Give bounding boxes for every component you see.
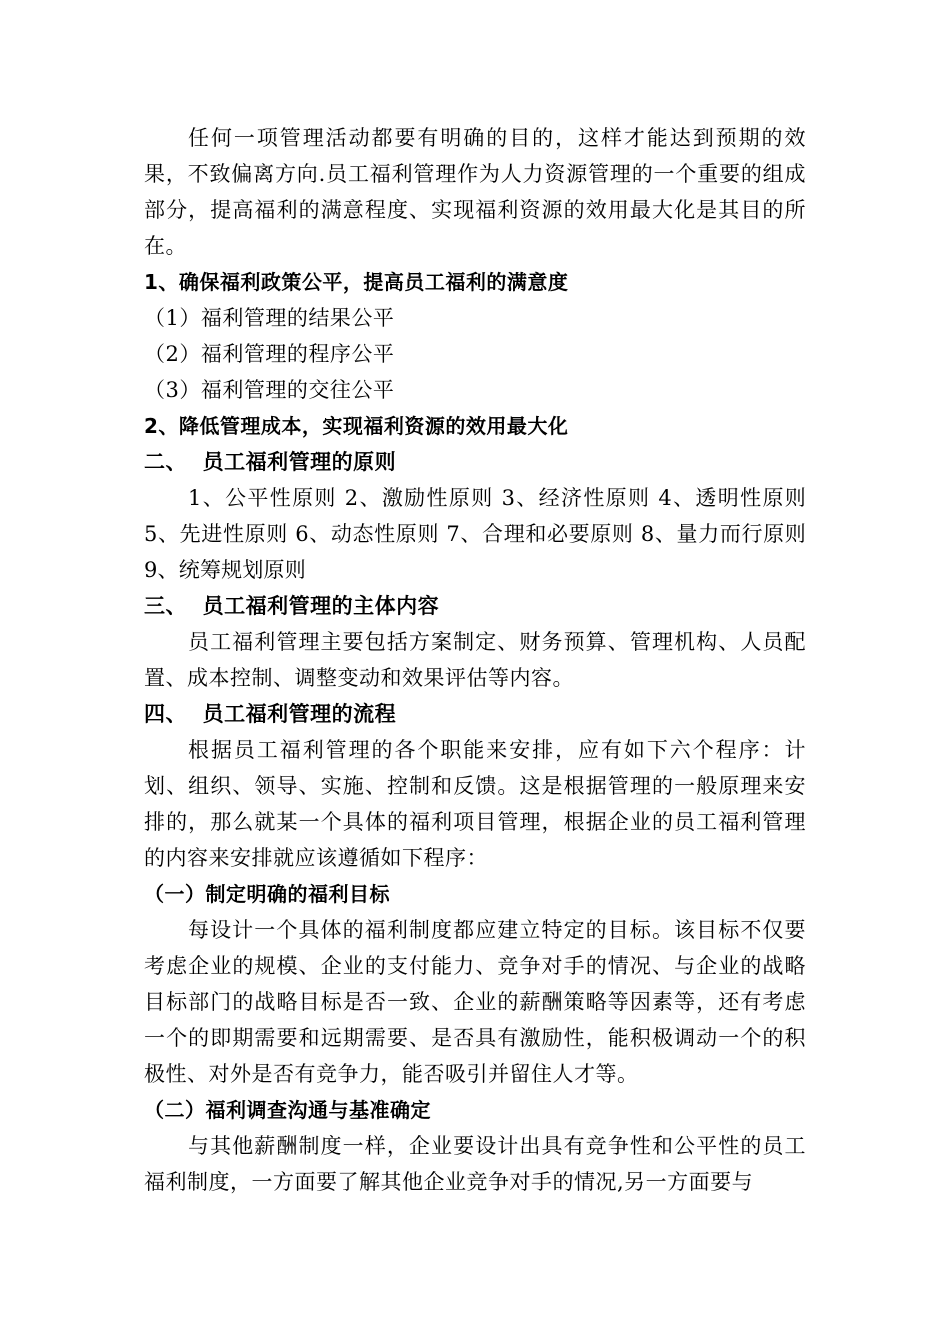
section4-paragraph: 根据员工福利管理的各个职能来安排，应有如下六个程序：计划、组织、领导、实施、控制和反馈。这是根据管理的一般原理来安排的，那么就某一个具体的福利项目管理，根据企业的员工福利管理的内容来安排就应该遵循如下程序： xyxy=(144,738,806,870)
section2-principles: 1、公平性原则 2、激励性原则 3、经济性原则 4、透明性原则 5、先进性原则 6、动态性原则 7、合理和必要原则 8、量力而行原则 9、统筹规划原则 xyxy=(144,486,806,582)
document-body xyxy=(144,120,806,1200)
step2-heading: （二）福利调查沟通与基准确定 xyxy=(144,1098,431,1122)
step2-paragraph: 与其他薪酬制度一样，企业要设计出具有竞争性和公平性的员工福利制度，一方面要了解其他企业竞争对手的情况,另一方面要与 xyxy=(144,1134,806,1194)
goal1-item-3: （3）福利管理的交往公平 xyxy=(144,378,395,402)
goal2-heading: 2、降低管理成本，实现福利资源的效用最大化 xyxy=(144,414,569,438)
goal1-heading: 1、确保福利政策公平，提高员工福利的满意度 xyxy=(144,270,569,294)
goal1-item-2: （2）福利管理的程序公平 xyxy=(144,342,395,366)
step1-paragraph: 每设计一个具体的福利制度都应建立特定的目标。该目标不仅要考虑企业的规模、企业的支付能力、竞争对手的情况、与企业的战略目标部门的战略目标是否一致、企业的薪酬策略等因素等，还有考虑一个的即期需要和远期需要、是否具有激励性，能积极调动一个的积极性、对外是否有竞争力，能否吸引并留住人才等。 xyxy=(144,918,806,1086)
section3-heading: 三、 员工福利管理的主体内容 xyxy=(144,594,440,618)
section4-heading: 四、 员工福利管理的流程 xyxy=(144,702,397,726)
section2-heading: 二、 员工福利管理的原则 xyxy=(144,450,397,474)
section3-paragraph: 员工福利管理主要包括方案制定、财务预算、管理机构、人员配置、成本控制、调整变动和效果评估等内容。 xyxy=(144,630,806,690)
intro-paragraph: 任何一项管理活动都要有明确的目的，这样才能达到预期的效果，不致偏离方向.员工福利管理作为人力资源管理的一个重要的组成部分，提高福利的满意程度、实现福利资源的效用最大化是其目的所在。 xyxy=(144,126,806,258)
goal1-item-1: （1）福利管理的结果公平 xyxy=(144,306,395,330)
step1-heading: （一）制定明确的福利目标 xyxy=(144,882,390,906)
